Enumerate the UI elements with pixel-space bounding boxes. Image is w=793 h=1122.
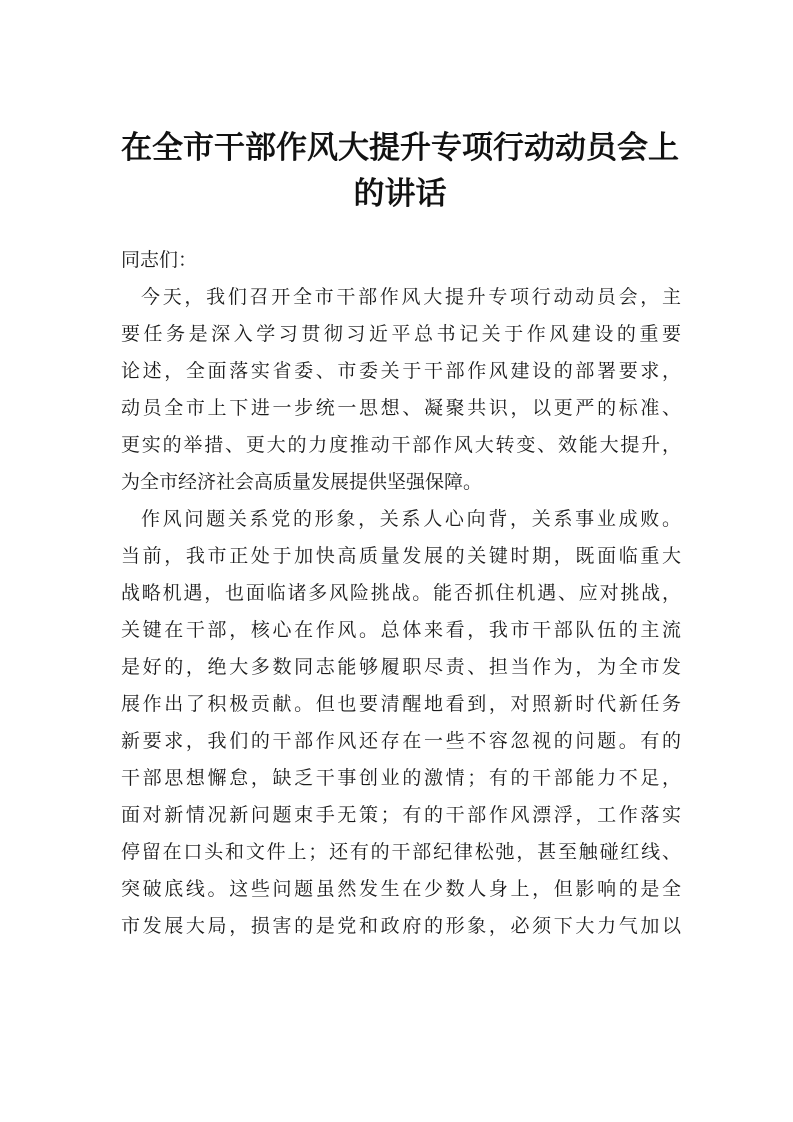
paragraph-line: 战略机遇，也面临诸多风险挑战。能否抓住机遇、应对挑战，	[121, 582, 681, 604]
paragraph-line: 市发展大局，损害的是党和政府的形象，必须下大力气加以	[121, 915, 681, 937]
paragraph-line: 今天，我们召开全市干部作风大提升专项行动动员会，主	[141, 286, 681, 308]
paragraph-line: 关键在干部，核心在作风。总体来看，我市干部队伍的主流	[121, 619, 681, 641]
document-title-line-2: 的讲话	[353, 176, 447, 212]
paragraph-line: 论述，全面落实省委、市委关于干部作风建设的部署要求，	[121, 360, 681, 382]
paragraph-1	[121, 279, 681, 501]
paragraph-line: 新要求，我们的干部作风还存在一些不容忽视的问题。有的	[121, 730, 681, 752]
paragraph-line: 停留在口头和文件上；还有的干部纪律松弛，甚至触碰红线、	[121, 841, 681, 863]
paragraph-line: 更实的举措、更大的力度推动干部作风大转变、效能大提升，	[121, 434, 681, 456]
paragraph-line: 为全市经济社会高质量发展提供坚强保障。	[121, 471, 483, 493]
paragraph-line: 动员全市上下进一步统一思想、凝聚共识，以更严的标准、	[121, 397, 681, 419]
paragraph-line: 干部思想懈怠，缺乏干事创业的激情；有的干部能力不足，	[121, 767, 681, 789]
paragraph-line: 突破底线。这些问题虽然发生在少数人身上，但影响的是全	[121, 878, 681, 900]
document-body	[121, 242, 681, 945]
paragraph-line: 展作出了积极贡献。但也要清醒地看到，对照新时代新任务	[121, 693, 681, 715]
paragraph-line: 作风问题关系党的形象，关系人心向背，关系事业成败。	[141, 508, 681, 530]
paragraph-line: 当前，我市正处于加快高质量发展的关键时期，既面临重大	[121, 545, 681, 567]
paragraph-line: 面对新情况新问题束手无策；有的干部作风漂浮，工作落实	[121, 804, 681, 826]
paragraph-2	[121, 501, 681, 945]
paragraph-line: 是好的，绝大多数同志能够履职尽责、担当作为，为全市发	[121, 656, 681, 678]
document-title-line-1: 在全市干部作风大提升专项行动动员会上	[121, 130, 679, 166]
greeting: 同志们：	[121, 249, 198, 271]
paragraph-line: 要任务是深入学习贯彻习近平总书记关于作风建设的重要	[121, 323, 681, 345]
